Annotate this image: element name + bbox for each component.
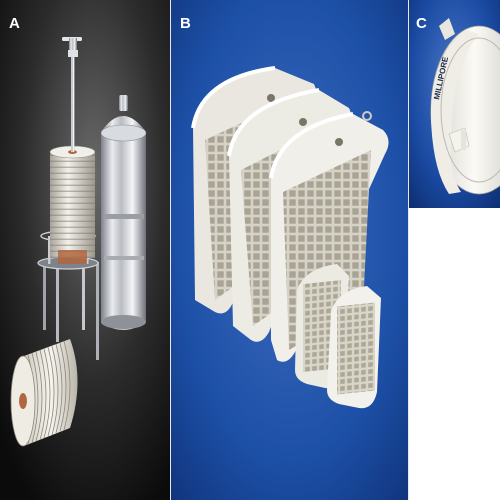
panel-b (171, 0, 409, 500)
filter-disc-stack (50, 146, 95, 264)
steel-housing (101, 95, 146, 330)
panel-label-b: B (180, 15, 191, 32)
panel-b-photo (171, 0, 409, 500)
panel-a-photo (0, 0, 170, 500)
panel-label-c: C (416, 15, 427, 32)
panel-a (0, 0, 170, 500)
capsule-brand-text: MILLIPORE (432, 55, 451, 101)
filter-cassette-small-front (327, 286, 381, 408)
panel-c (409, 0, 500, 208)
panel-c-blank-area (409, 208, 500, 500)
panel-label-a: A (9, 15, 20, 32)
